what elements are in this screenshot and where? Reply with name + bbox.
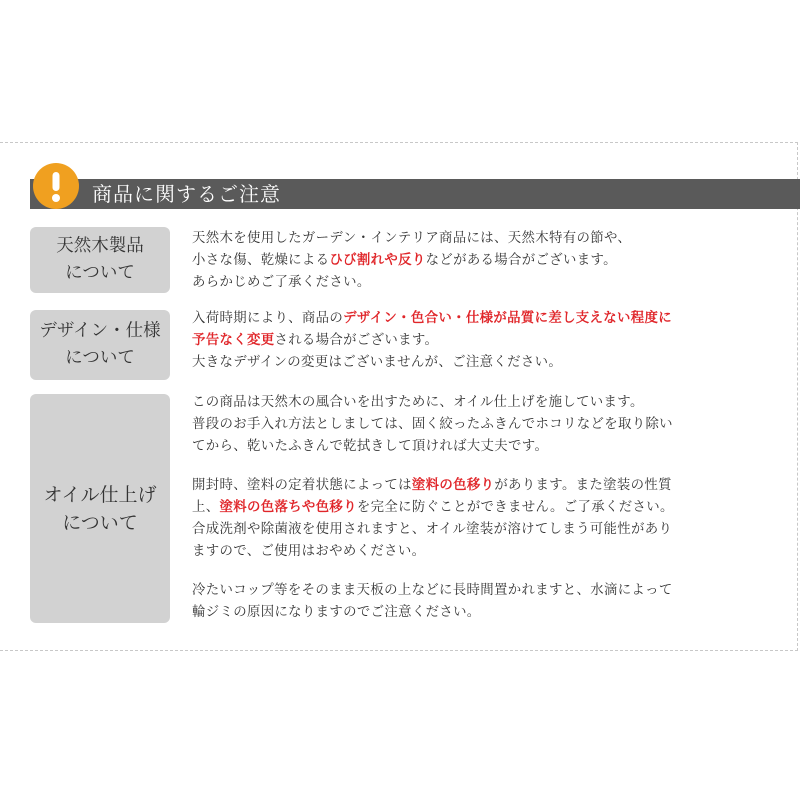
paragraph-gap <box>192 458 772 475</box>
text-line <box>192 228 772 250</box>
body-text: などがある場合がございます。 <box>425 253 617 268</box>
text-line <box>192 497 772 519</box>
text-line <box>192 392 772 414</box>
label-design-spec <box>30 310 170 380</box>
highlight-text: 塗料の色落ちや色移り <box>219 500 357 515</box>
text-line <box>192 308 772 330</box>
text-line <box>192 580 772 602</box>
highlight-text: 塗料の色移り <box>411 478 495 493</box>
body-text: 合成洗剤や除菌液を使用されますと、オイル塗装が溶けてしまう可能性があり <box>192 522 673 537</box>
highlight-text: デザイン・色合い・仕様が品質に差し支えない程度に <box>343 311 672 326</box>
text-line <box>192 272 772 294</box>
text-line <box>192 475 772 497</box>
body-text: される場合がございます。 <box>274 333 439 348</box>
body-text: 冷たいコップ等をそのまま天板の上などに長時間置かれますと、水滴によって <box>192 583 673 598</box>
text-line <box>192 602 772 624</box>
body-text: があります。また塗装の性質 <box>494 478 672 493</box>
label-natural-wood <box>30 227 170 293</box>
text-line <box>192 519 772 541</box>
text-natural-wood <box>192 228 772 294</box>
body-text: この商品は天然木の風合いを出すために、オイル仕上げを施しています。 <box>192 395 644 410</box>
label-line: デザイン・仕様 <box>39 321 161 341</box>
text-line <box>192 414 772 436</box>
body-text: を完全に防ぐことができません。ご了承ください。 <box>356 500 674 515</box>
label-line: について <box>62 511 138 534</box>
body-text: 入荷時期により、商品の <box>192 311 344 326</box>
exclamation-icon <box>33 163 79 209</box>
text-line <box>192 250 772 272</box>
label-line: について <box>65 263 135 283</box>
label-oil-finish <box>30 394 170 623</box>
body-text: 小さな傷、乾燥による <box>192 253 330 268</box>
body-text: 大きなデザインの変更はございませんが、ご注意ください。 <box>192 355 563 370</box>
body-text: 普段のお手入れ方法としましては、固く絞ったふきんでホコリなどを取り除い <box>192 417 673 432</box>
label-line: 天然木製品 <box>56 236 144 256</box>
text-design-spec <box>192 308 772 374</box>
text-line <box>192 541 772 563</box>
paragraph-gap <box>192 563 772 580</box>
text-oil-finish <box>192 392 772 624</box>
header-title: 商品に関するご注意 <box>92 182 281 206</box>
body-text: 開封時、塗料の定着状態によっては <box>192 478 412 493</box>
body-text: 天然木を使用したガーデン・インテリア商品には、天然木特有の節や、 <box>192 231 632 246</box>
highlight-text: ひび割れや反り <box>329 253 426 268</box>
body-text: あらかじめご了承ください。 <box>192 275 371 290</box>
body-text: てから、乾いたふきんで乾拭きして頂ければ大丈夫です。 <box>192 439 549 454</box>
label-line: について <box>65 348 135 368</box>
text-line <box>192 352 772 374</box>
text-line <box>192 330 772 352</box>
text-line <box>192 436 772 458</box>
highlight-text: 予告なく変更 <box>192 333 275 348</box>
body-text: 上、 <box>192 500 220 515</box>
body-text: ますので、ご使用はおやめください。 <box>192 544 426 559</box>
body-text: 輪ジミの原因になりますのでご注意ください。 <box>192 605 481 620</box>
label-line: オイル仕上げ <box>43 483 157 506</box>
